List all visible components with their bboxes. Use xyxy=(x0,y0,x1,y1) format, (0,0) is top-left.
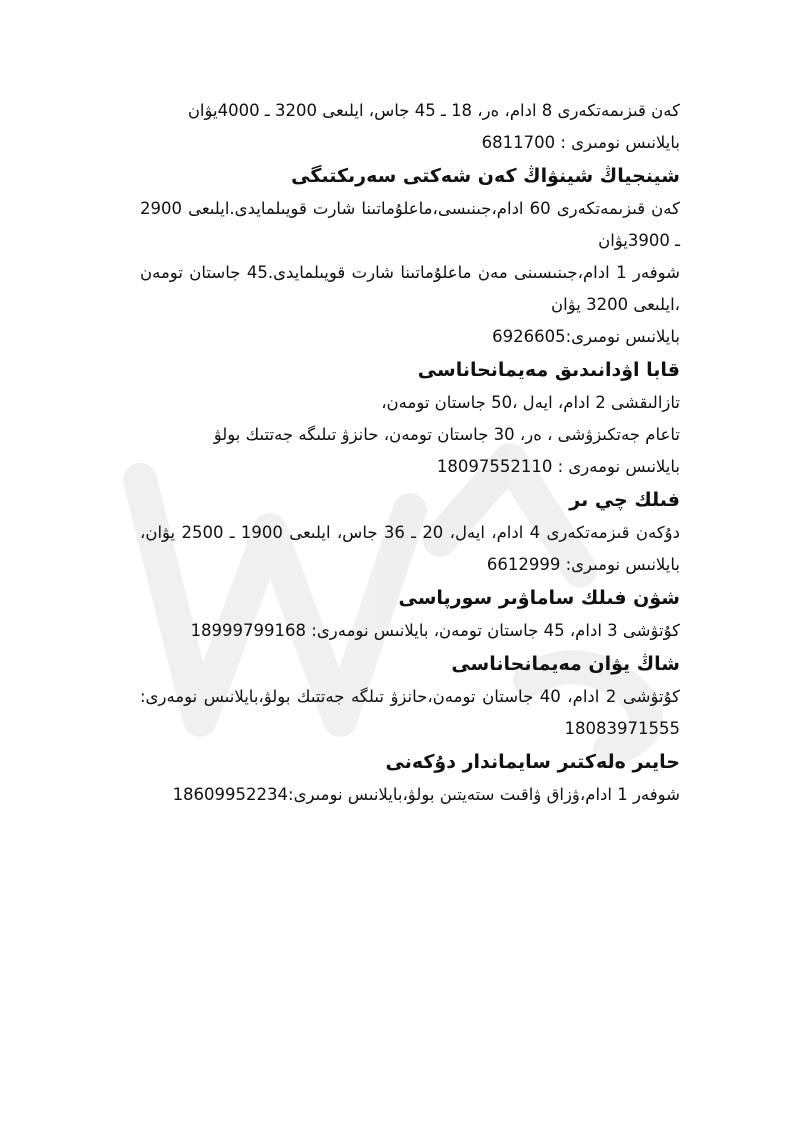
contact-number: بايلانىس نومەرى : 18097552110 xyxy=(436,457,680,476)
job-detail-text: كۇتۋشى 2 ادام، 40 جاستان تومەن،حانزۋ تىلگە جەتتىك بولۋ،بايلانىس نومەرى: 18083971555 xyxy=(140,687,680,738)
job-detail-text: كۇتۋشى 3 ادام، 45 جاستان تومەن، بايلانىس نومەرى: 18999799168 xyxy=(190,621,680,640)
job-detail-text: كەن قىزىمەتكەرى 60 ادام،جىنىسى،ماعلۇماتىنا شارت قويىلمايدى.ايلىعى 2900 ـ 3900يۋان xyxy=(140,199,680,250)
job-detail-text: تاعام جەتكىزۋشى ، ەر، 30 جاستان تومەن، حانزۋ تىلىگە جەتتىك بولۋ xyxy=(213,425,680,444)
contact-number: بايلانىس نومىرى : 6811700 xyxy=(481,133,680,152)
company-heading: شينجياڭ شينۋاڭ كەن شەكتى سەرىكتىگى xyxy=(291,165,680,187)
job-detail-text: دۇكەن قىزمەتكەرى 4 ادام، ايەل، 20 ـ 36 جاس، ايلىعى 1900 ـ 2500 يۋان، بايلانىس نومىرى: 6612999 xyxy=(140,523,680,574)
company-heading: شاڭ يۋان مەيمانحاناسى xyxy=(451,653,680,675)
company-heading: حايىر ەلەكتىر سايماندار دۇكەنى xyxy=(385,751,680,773)
contact-number: بايلانىس نومىرى:6926605 xyxy=(492,327,680,346)
job-detail-text: تازالىقشى 2 ادام، ايەل ،50 جاستان تومەن، xyxy=(381,393,680,412)
job-detail-text: شوفەر 1 ادام،ۋزاق ۋاقىت ستەيتىن بولۋ،بايلانىس نومىرى:18609952234 xyxy=(172,785,680,804)
job-detail-text: شوفەر 1 ادام،جىنىسىنى مەن ماعلۇماتىنا شارت قويىلمايدى.45 جاستان تومەن ،ايلىعى 3200 يۋان xyxy=(140,263,680,314)
company-heading: فىلك چي ىر xyxy=(569,489,680,511)
company-heading: قابا اۋدانىدىق مەيمانحاناسى xyxy=(417,359,680,381)
job-listings xyxy=(140,95,680,811)
job-detail-text: كەن قىزىمەتكەرى 8 ادام، ەر، 18 ـ 45 جاس، ايلىعى 3200 ـ 4000يۋان xyxy=(187,101,680,120)
company-heading: شۋن فىلك ساماۋىر سورپاسى xyxy=(398,587,680,609)
